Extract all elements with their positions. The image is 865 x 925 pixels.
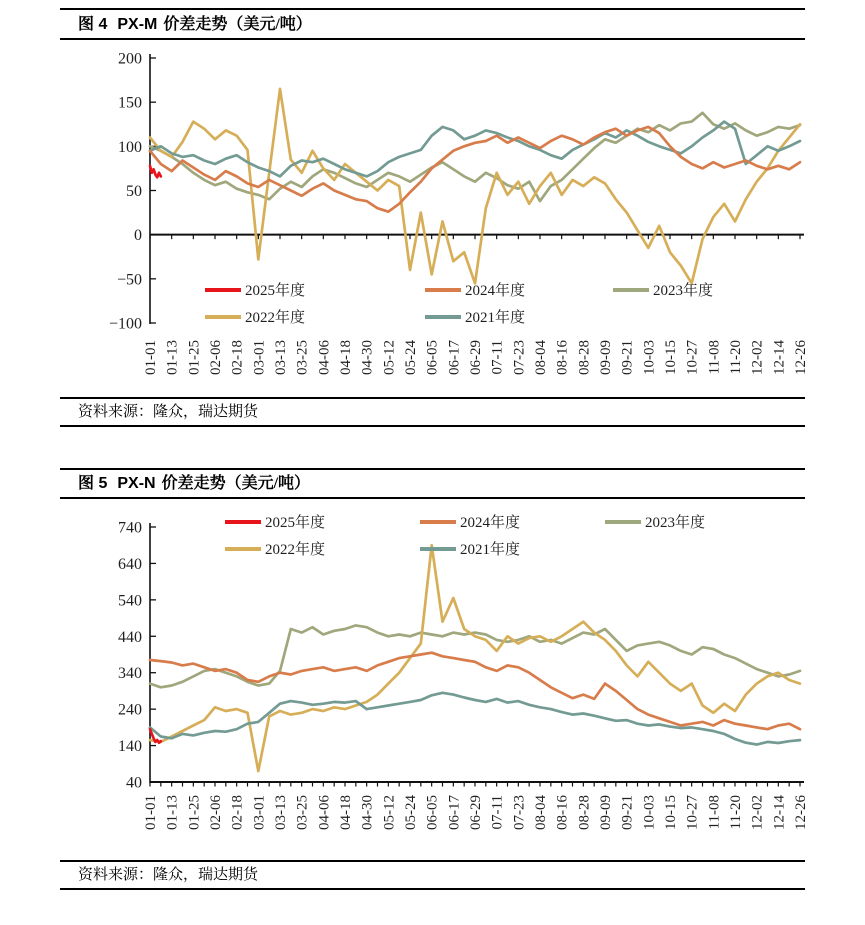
x-tick-label: 04-18 [338,340,354,375]
legend-item-2025年度 [205,281,305,299]
legend-label: 2023年度 [645,515,706,531]
x-tick-label: 09-21 [619,340,636,375]
y-tick-label: 140 [118,738,142,756]
figure2-source-note: 资料来源：隆众，瑞达期货 [78,867,259,883]
y-tick-label: 150 [118,94,142,112]
x-tick-label: 08-16 [554,339,571,375]
y-tick-label: 740 [118,519,142,537]
legend-label: 2024年度 [465,283,526,299]
x-tick-label: 08-28 [576,340,593,375]
x-tick-label: 03-25 [294,795,311,830]
x-tick-label: 06-17 [446,795,463,830]
x-tick-label: 12-14 [771,340,788,375]
x-tick-label: 02-06 [208,795,224,830]
figure1-top-rule [60,8,805,10]
x-tick-label: 10-27 [684,795,701,830]
x-tick-label: 12-02 [749,340,766,375]
x-tick-label: 10-03 [641,795,658,830]
px-m-spread-chart [60,40,809,396]
x-tick-label: 03-25 [294,340,311,375]
figure2-number: 图 5 [78,475,108,492]
x-tick-label: 04-06 [316,340,333,375]
x-tick-label: 01-13 [164,340,181,375]
legend-label: 2022年度 [245,310,306,326]
legend-label: 2024年度 [460,515,521,531]
y-tick-label: 640 [118,555,142,573]
x-tick-label: 03-01 [251,795,268,830]
y-tick-label: 540 [118,592,142,610]
x-tick-label: 10-15 [663,795,679,830]
x-tick-label: 09-09 [598,795,614,830]
x-tick-label: 02-18 [229,795,246,830]
x-tick-label: 05-24 [403,795,419,830]
x-tick-label: 11-08 [706,340,723,375]
y-tick-label: 340 [118,665,142,683]
x-tick-label: 12-02 [749,795,766,830]
x-tick-label: 12-26 [793,340,809,375]
px-n-spread-chart [60,500,809,858]
y-tick-label: 240 [118,701,142,719]
x-tick-label: 12-26 [793,795,809,830]
x-tick-label: 08-16 [554,795,571,830]
x-tick-label: 11-20 [728,795,744,830]
x-tick-label: 03-13 [273,340,289,375]
x-tick-label: 03-01 [251,340,268,375]
x-tick-label: 10-03 [641,340,658,375]
legend-label: 2022年度 [265,542,326,558]
x-tick-label: 06-05 [424,340,441,375]
legend-item-2024年度 [425,281,525,299]
figure1-code: PX-M [117,16,158,33]
series-line-2024年度 [150,127,800,212]
x-tick-label: 05-24 [403,340,419,375]
figure2-title [78,471,778,496]
x-tick-label: 01-01 [143,340,159,375]
figure2-code: PX-N [117,475,156,492]
x-tick-label: 07-23 [511,795,528,830]
figure1-source-note: 资料来源：隆众，瑞达期货 [78,404,259,420]
series-line-2022年度 [150,545,800,771]
x-tick-label: 07-11 [489,340,506,375]
y-tick-label: −50 [116,271,142,289]
x-tick-label: 01-01 [143,795,159,830]
x-tick-label: 09-09 [598,340,614,375]
y-tick-label: 200 [118,50,142,68]
legend-item-2021年度 [425,308,525,326]
series-line-2022年度 [150,89,800,283]
y-tick-label: 50 [126,183,142,200]
legend-label: 2021年度 [460,542,521,558]
legend-item-2022年度 [205,308,305,326]
figure1-source-rule-bottom [60,425,805,427]
y-tick-label: 0 [134,227,142,245]
x-tick-label: 06-29 [468,795,484,830]
legend-item-2025年度 [225,513,325,531]
y-tick-label: 100 [118,138,142,156]
x-tick-label: 04-18 [338,795,354,830]
x-tick-label: 09-21 [619,795,636,830]
figure2-title-text: 价差走势（美元/吨） [161,475,311,492]
x-tick-label: 04-30 [359,340,376,375]
x-tick-label: 07-23 [511,340,528,375]
figure2-title-rule [60,497,805,499]
figure1-title-text: 价差走势（美元/吨） [163,16,312,33]
x-tick-label: 07-11 [489,795,506,830]
x-tick-label: 06-29 [468,340,484,375]
x-tick-label: 06-17 [446,340,463,375]
figure2-top-rule [60,468,805,470]
x-tick-label: 03-13 [273,795,289,830]
legend-label: 2021年度 [465,310,526,326]
x-tick-label: 12-14 [771,795,788,830]
x-tick-label: 04-06 [316,795,333,830]
x-tick-label: 10-27 [684,340,701,375]
legend-label: 2025年度 [245,283,306,299]
x-tick-label: 11-20 [728,340,744,375]
x-tick-label: 06-05 [424,795,441,830]
legend-item-2023年度 [613,281,713,299]
x-tick-label: 08-28 [576,795,593,830]
x-tick-label: 01-13 [164,795,181,830]
legend-item-2022年度 [225,540,325,558]
x-tick-label: 01-25 [186,795,203,830]
x-tick-label: 02-06 [208,340,224,375]
legend-item-2021年度 [420,540,520,558]
x-tick-label: 05-12 [381,795,398,830]
x-tick-label: 02-18 [229,340,246,375]
x-tick-label: 10-15 [663,340,679,375]
legend-item-2024年度 [420,513,520,531]
y-tick-label: 40 [126,774,142,792]
figure1-title [78,12,778,37]
x-tick-label: 11-08 [706,795,723,830]
legend-label: 2025年度 [265,515,326,531]
y-tick-label: 440 [118,628,142,646]
y-tick-label: −100 [108,315,142,333]
x-tick-label: 04-30 [359,795,376,830]
figure1-number: 图 4 [78,16,108,33]
x-tick-label: 01-25 [186,340,203,375]
legend-item-2023年度 [605,513,705,531]
series-line-2025年度 [150,166,161,178]
figure2-source-rule-bottom [60,888,805,890]
legend-label: 2023年度 [653,283,714,299]
x-tick-label: 05-12 [381,340,398,375]
x-tick-label: 08-04 [533,795,549,830]
x-tick-label: 08-04 [533,340,549,375]
